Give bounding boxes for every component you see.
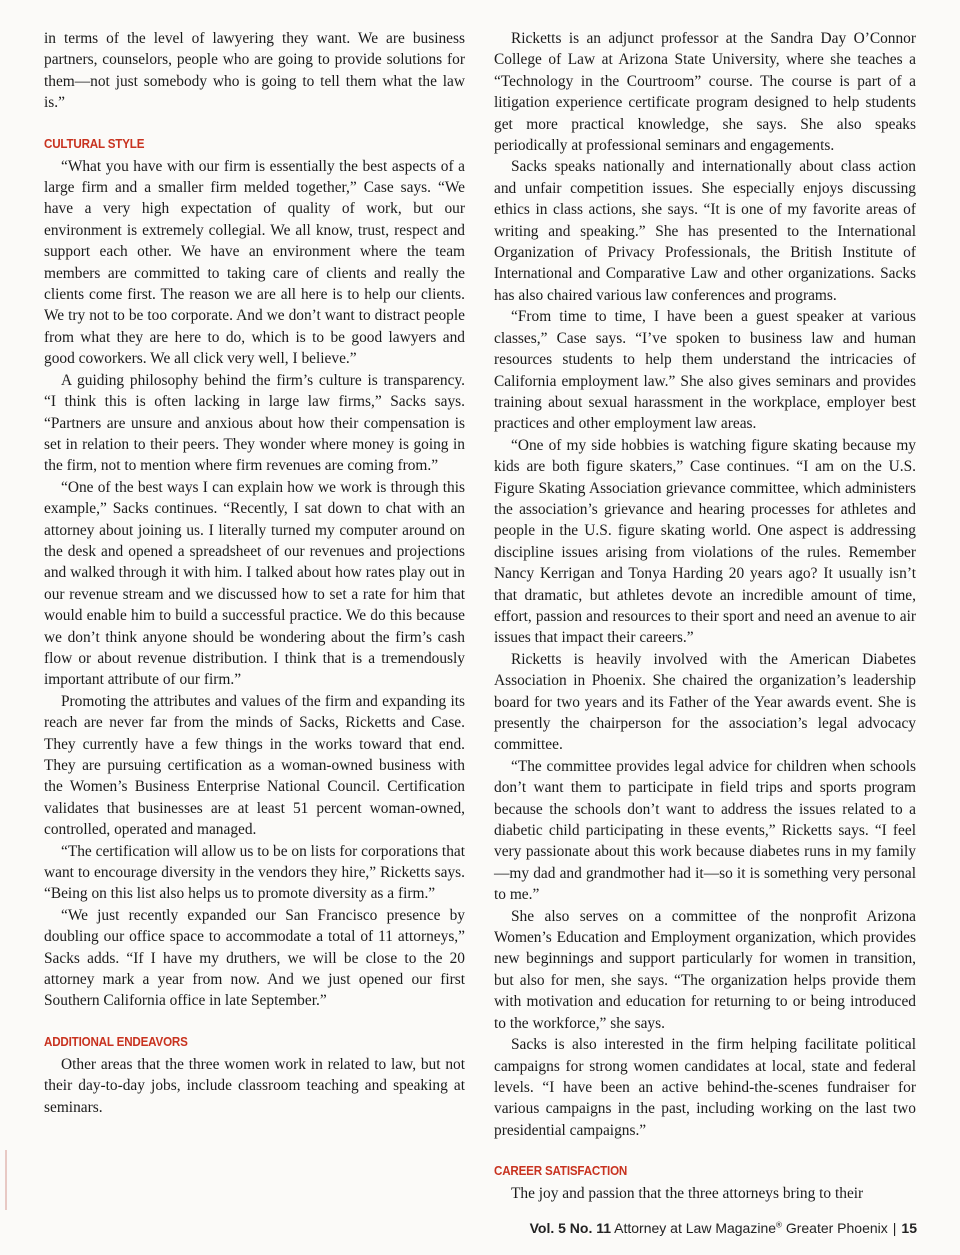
page-edge-mark (5, 1150, 7, 1210)
section-heading: CAREER SATISFACTION (494, 1163, 628, 1179)
body-paragraph: “One of my side hobbies is watching figure skating because my kids are both figure skaters,” Case continues. “I am on the U.S. Figure Skating Association grievance committee, which administers the association’s grievance and hearing processes for athletes and people in the U.S. figure skating world. One aspect is addressing discipline issues arising from violations of the rules. Remember Nancy Kerrigan and Tonya Harding 20 years ago? It usually isn’t that dramatic, but athletes devote an incredible amount of time, effort, passion and resources to their sport and need an avenue to air issues that impact their careers.” (494, 436, 916, 647)
page-number: 15 (901, 1220, 917, 1236)
body-paragraph: Sacks speaks nationally and internationally about class action and unfair competition issues. She especially enjoys discussing ethics in class actions, she says. “It is one of my favorite areas of writing and speaking.” She has presented to the International Organization of Privacy Professionals, the British Institute of International and Comparative Law and other organizations. Sacks has also chaired various law conferences and programs. (494, 158, 916, 304)
body-paragraph: The joy and passion that the three attorneys bring to their (511, 1185, 864, 1203)
body-paragraph: in terms of the level of lawyering they want. We are business partners, counselors, people who are going to provide solutions for them—not just somebody who is going to tell them what the law is.” (44, 30, 465, 112)
body-paragraph: Other areas that the three women work in related to law, but not their day-to-day jobs, include classroom teaching and speaking at seminars. (44, 1055, 465, 1116)
right-column (494, 28, 916, 1205)
section-heading: ADDITIONAL ENDEAVORS (44, 1033, 188, 1049)
footer-registered: ® (776, 1220, 782, 1230)
left-column (44, 28, 465, 1118)
footer-volume: Vol. 5 No. 11 (529, 1220, 612, 1236)
body-paragraph: Ricketts is an adjunct professor at the Sandra Day O’Connor College of Law at Arizona State University, where she teaches a “Technology in the Courtroom” course. The course is part of a litigation experience certificate program designed to help students get more practical knowledge, she says. She also speaks periodically at professional seminars and engagements. (494, 30, 916, 155)
footer-edition: Greater Phoenix (785, 1220, 888, 1236)
body-paragraph: “We just recently expanded our San Francisco presence by doubling our office space to accommodate a total of 11 attorneys,” Sacks adds. “If I have my druthers, we will be close to the 20 attorney mark a year from now. And we just opened our first Southern California office in late September.” (44, 906, 465, 1010)
footer-magazine: Attorney at Law Magazine (614, 1220, 777, 1236)
body-paragraph: Ricketts is heavily involved with the American Diabetes Association in Phoenix. She chaired the organization’s leadership board for two years and its Father of the Year awards event. She is presently the chairperson for the association’s legal advocacy committee. (494, 650, 916, 754)
body-paragraph: “The committee provides legal advice for children when schools don’t want them to participate in field trips and sports program because the schools don’t want to address the issues related to a diabetic child participating in these events,” Ricketts says. “I feel very passionate about this work because diabetes runs in my family—my dad and grandmother had it—so it is something very personal to me.” (494, 757, 916, 904)
body-paragraph: A guiding philosophy behind the firm’s culture is transparency. “I think this is often lacking in large law firms,” Sacks says. “Partners are unsure and anxious about how their compensation is set in relation to their peers. They wonder where money is going in the firm, not to mention where firm revenues are coming from.” (44, 371, 465, 475)
body-paragraph: Promoting the attributes and values of the firm and expanding its reach are never far from the minds of Sacks, Ricketts and Case. They currently have a few things in the works toward that end. They are pursuing certification as a woman-owned business with the Women’s Business Enterprise National Council. Certification validates that businesses are at least 51 percent woman-owned, controlled, operated and managed. (44, 692, 465, 839)
body-paragraph: “The certification will allow us to be on lists for corporations that want to encourage diversity in the vendors they hire,” Ricketts says. “Being on this list also helps us to promote diversity as a firm.” (44, 842, 465, 903)
body-paragraph: “One of the best ways I can explain how we work is through this example,” Sacks continues. “Recently, I sat down to chat with an attorney about joining us. I literally turned my computer around on the desk and opened a spreadsheet of our revenues and projections and walked through it with him. I talked about how rates play out in our revenue stream and we discussed how to set a rate for him that would enable him to build a successful practice. We do this because we don’t think anyone should be wondering about the firm’s cash flow or about revenue distribution. I think that is a tremendously important attribute of our firm.” (44, 478, 465, 689)
section-heading: CULTURAL STYLE (44, 135, 145, 151)
body-paragraph: “What you have with our firm is essentially the best aspects of a large firm and a smaller firm melded together,” Case says. “We have a very high expectation of quality of work, but our environment is extremely collegial. We all know, trust, respect and support each other. We have an environment where the team members are committed to taking care of clients and really the clients come first. The reason we are all here is to help our clients. We try not to be too corporate. And we don’t want to distract people from what they are here to do, which is to be good lawyers and good coworkers. We all click very well, I believe.” (44, 157, 465, 368)
body-paragraph: She also serves on a committee of the nonprofit Arizona Women’s Education and Employment organization, which provides new beginnings and support particularly for women in transition, but also for men, she says. “The organization helps provide them with motivation and education for returning to or being introduced to the workforce,” she says. (494, 907, 916, 1032)
page-footer (530, 1220, 917, 1236)
footer-separator: | (892, 1220, 897, 1236)
body-paragraph: Sacks is also interested in the firm helping facilitate political campaigns for strong women candidates at local, state and federal levels. “I have been an active behind-the-scenes fundraiser for various campaigns in the past, including working on the last two presidential campaigns.” (494, 1036, 916, 1139)
body-paragraph: “From time to time, I have been a guest speaker at various classes,” Case says. “I’ve spoken to business law and human resources students to help them understand the intricacies of California employment law.” She also gives seminars and provides training about sexual harassment in the workplace, employer best practices and other employment law areas. (494, 308, 916, 433)
